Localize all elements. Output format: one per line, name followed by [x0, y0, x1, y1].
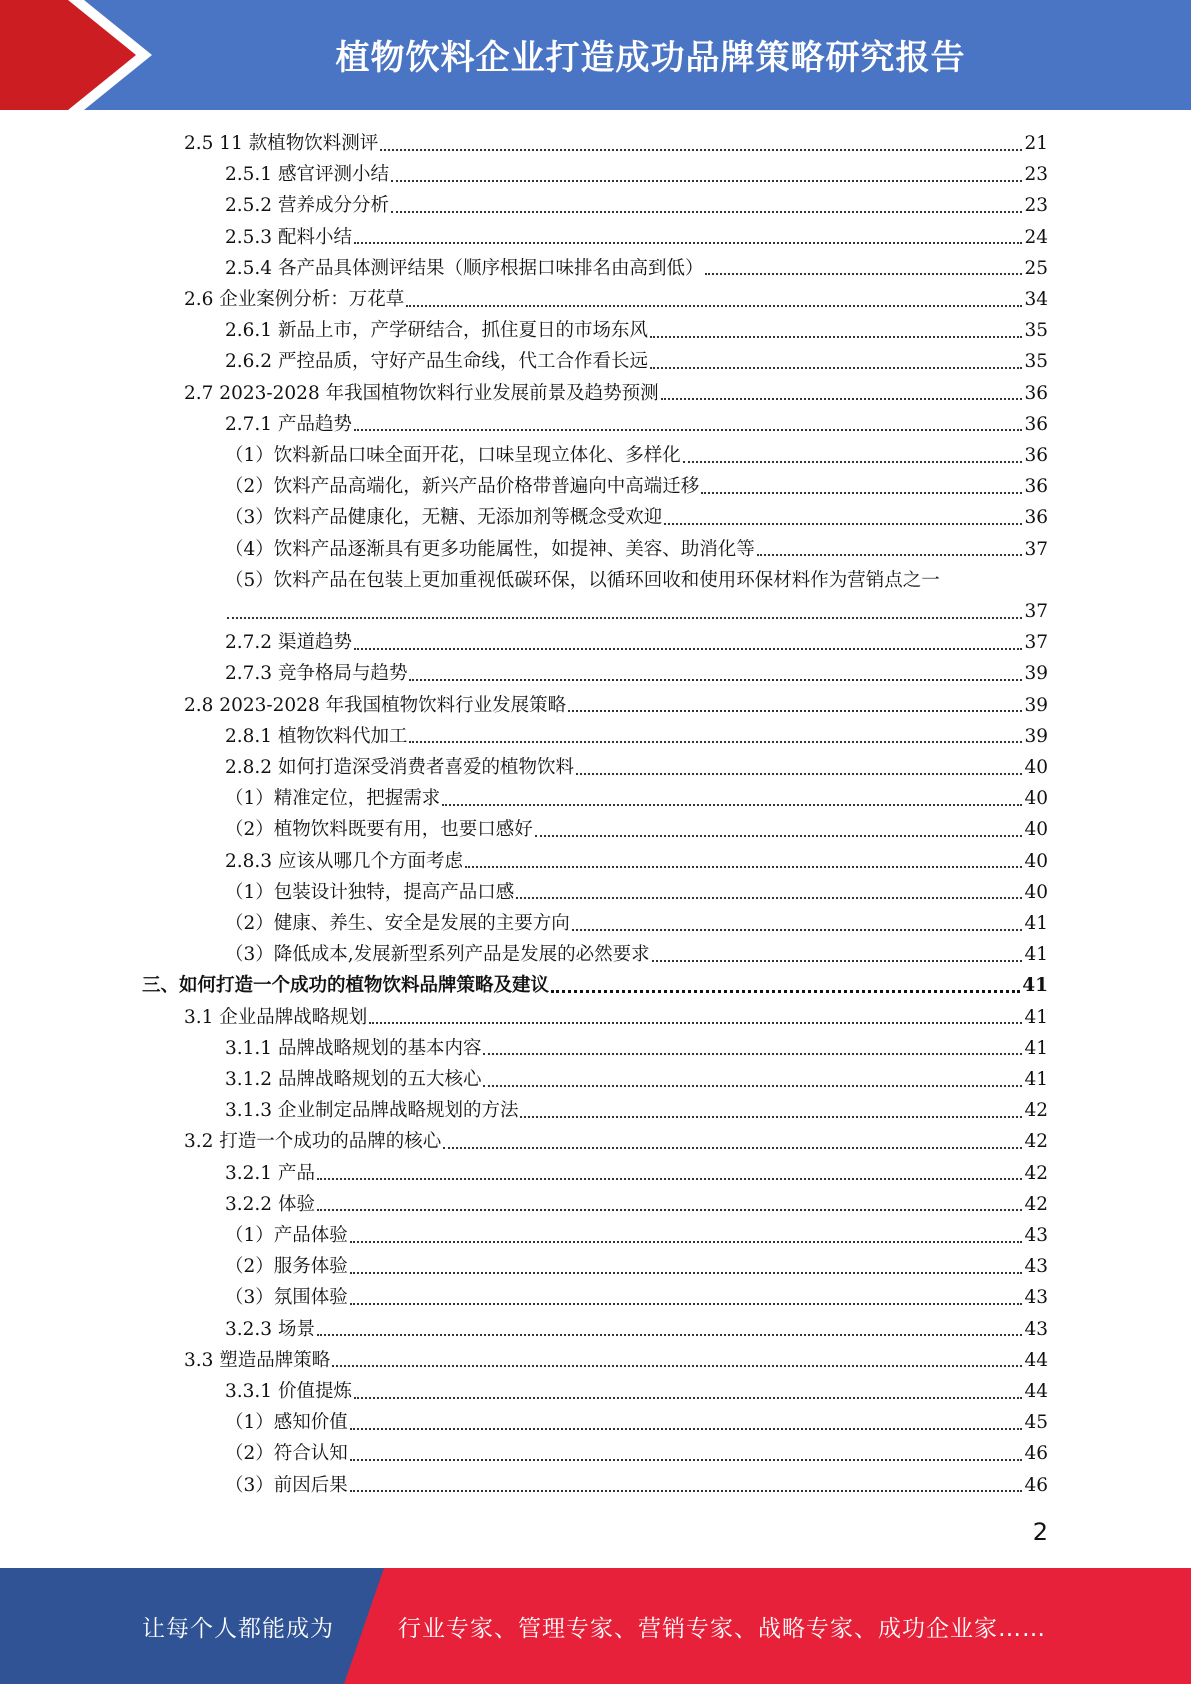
toc-entry-page: 36 — [1024, 382, 1048, 404]
toc-entry[interactable] — [225, 315, 1048, 346]
toc-dot-leader — [465, 866, 1022, 868]
toc-entry-title: 2.7.2 渠道趋势 — [225, 632, 352, 654]
toc-entry-title: 3.2.3 场景 — [225, 1318, 315, 1340]
toc-entry-title: 3.3 塑造品牌策略 — [184, 1349, 331, 1371]
report-title: 植物饮料企业打造成功品牌策略研究报告 — [335, 37, 966, 78]
footer-slogan-right: 行业专家、管理专家、营销专家、战略专家、成功企业家…… — [398, 1615, 1046, 1642]
toc-dot-leader — [350, 1303, 1023, 1305]
toc-entry[interactable] — [225, 1438, 1048, 1469]
toc-entry-title: （3）降低成本,发展新型系列产品是发展的必然要求 — [225, 944, 650, 966]
toc-dot-leader — [409, 741, 1022, 743]
toc-entry-title: 2.5.2 营养成分分析 — [225, 195, 389, 217]
toc-entry[interactable] — [225, 908, 1048, 939]
toc-dot-leader — [650, 336, 1022, 338]
toc-entry[interactable] — [225, 534, 1048, 565]
toc-entry-title: 3.2 打造一个成功的品牌的核心 — [184, 1131, 442, 1153]
toc-entry-page: 43 — [1024, 1318, 1048, 1340]
toc-dot-leader — [354, 1397, 1023, 1399]
toc-entry-page: 41 — [1022, 975, 1048, 997]
toc-entry-page: 45 — [1024, 1412, 1048, 1434]
toc-dot-leader — [551, 990, 1020, 993]
toc-entry[interactable] — [225, 1376, 1048, 1407]
toc-entry[interactable] — [142, 970, 1048, 1001]
toc-entry[interactable] — [225, 1095, 1048, 1126]
toc-entry-page: 40 — [1024, 881, 1048, 903]
toc-entry-title: 2.6.1 新品上市，产学研结合，抓住夏日的市场东风 — [225, 320, 648, 342]
header-banner — [0, 0, 1191, 110]
toc-entry-page: 43 — [1024, 1287, 1048, 1309]
toc-entry-page: 42 — [1024, 1193, 1048, 1215]
toc-dot-leader — [369, 1022, 1022, 1024]
toc-entry[interactable] — [225, 409, 1048, 440]
toc-entry-title: （3）氛围体验 — [225, 1287, 348, 1309]
toc-dot-leader — [483, 1085, 1022, 1087]
toc-entry-page: 42 — [1024, 1100, 1048, 1122]
toc-entry-title: 3.1.3 企业制定品牌战略规划的方法 — [225, 1100, 519, 1122]
toc-dot-leader — [442, 804, 1022, 806]
toc-entry-title: 3.2.1 产品 — [225, 1162, 315, 1184]
toc-entry[interactable] — [225, 1407, 1048, 1438]
toc-entry[interactable] — [225, 1033, 1048, 1064]
toc-dot-leader — [483, 1053, 1022, 1055]
toc-entry-title: （1）包装设计独特，提高产品口感 — [225, 881, 515, 903]
toc-dot-leader — [391, 180, 1022, 182]
toc-entry-title: （2）符合认知 — [225, 1443, 348, 1465]
toc-entry[interactable] — [184, 128, 1048, 159]
toc-dot-leader — [332, 1365, 1022, 1367]
toc-entry-page: 24 — [1024, 226, 1048, 248]
toc-entry-page: 36 — [1024, 413, 1048, 435]
toc-entry-page: 40 — [1024, 819, 1048, 841]
toc-entry-page: 40 — [1024, 850, 1048, 872]
toc-entry[interactable] — [184, 284, 1048, 315]
toc-entry-title: 3.1.2 品牌战略规划的五大核心 — [225, 1069, 482, 1090]
toc-entry-title: 2.7.1 产品趋势 — [225, 413, 352, 435]
toc-entry-page: 35 — [1024, 320, 1048, 342]
footer-banner — [0, 1568, 1191, 1684]
toc-entry-title: 2.5.4 各产品具体测评结果（顺序根据口味排名由高到低） — [225, 257, 704, 279]
toc-entry-title: 2.7 2023-2028 年我国植物饮料行业发展前景及趋势预测 — [184, 382, 659, 404]
toc-entry-page: 43 — [1024, 1256, 1048, 1278]
toc-entry-title: （3）前因后果 — [225, 1474, 348, 1496]
toc-dot-leader — [568, 710, 1022, 712]
toc-entry[interactable] — [184, 1345, 1048, 1376]
toc-entry-title: （1）精准定位，把握需求 — [225, 788, 441, 810]
toc-entry[interactable] — [225, 1314, 1048, 1345]
toc-dot-leader — [227, 617, 1022, 619]
toc-entry[interactable] — [225, 159, 1048, 190]
toc-entry[interactable] — [225, 877, 1048, 908]
toc-entry-title: 3.1 企业品牌战略规划 — [184, 1006, 368, 1028]
toc-entry-page: 41 — [1024, 913, 1048, 934]
toc-entry[interactable] — [225, 346, 1048, 377]
toc-entry-title: 2.6 企业案例分析：万花草 — [184, 289, 405, 310]
toc-entry[interactable] — [225, 253, 1048, 284]
toc-entry-title: 2.8.1 植物饮料代加工 — [225, 725, 408, 747]
toc-dot-leader — [406, 305, 1022, 307]
toc-entry-page: 44 — [1024, 1349, 1048, 1371]
toc-entry[interactable] — [225, 1064, 1048, 1095]
toc-entry-page: 39 — [1024, 694, 1048, 716]
toc-dot-leader — [650, 367, 1022, 369]
toc-entry-page: 36 — [1024, 507, 1048, 529]
toc-entry[interactable] — [225, 471, 1048, 502]
toc-entry[interactable] — [225, 721, 1048, 752]
toc-entry-page: 42 — [1024, 1131, 1048, 1153]
toc-entry-page: 41 — [1024, 944, 1048, 966]
toc-dot-leader — [701, 492, 1022, 494]
toc-entry-title: 3.2.2 体验 — [225, 1193, 315, 1215]
toc-entry[interactable] — [225, 190, 1048, 221]
toc-entry[interactable] — [225, 783, 1048, 814]
toc-entry[interactable] — [225, 846, 1048, 877]
toc-dot-leader — [520, 1116, 1022, 1118]
toc-entry[interactable] — [225, 627, 1048, 658]
toc-dot-leader — [443, 1147, 1022, 1149]
toc-entry-title: （2）健康、养生、安全是发展的主要方向 — [225, 913, 570, 934]
toc-entry[interactable] — [225, 814, 1048, 845]
toc-entry-page: 37 — [1024, 538, 1048, 560]
toc-dot-leader — [576, 773, 1022, 775]
toc-entry-page: 21 — [1024, 133, 1048, 154]
toc-entry-page: 41 — [1024, 1037, 1048, 1059]
toc-entry-title: （2）饮料产品高端化，新兴产品价格带普遍向中高端迁移 — [225, 476, 700, 498]
toc-entry-title: 2.8.3 应该从哪几个方面考虑 — [225, 850, 463, 872]
toc-dot-leader — [350, 1241, 1023, 1243]
toc-entry[interactable] — [225, 1158, 1048, 1189]
toc-entry-title: （1）饮料新品口味全面开花，口味呈现立体化、多样化 — [225, 445, 681, 466]
toc-entry-title: 3.3.1 价值提炼 — [225, 1381, 352, 1402]
toc-dot-leader — [350, 1490, 1023, 1492]
toc-entry-page: 39 — [1024, 663, 1048, 685]
toc-entry-title: 2.8 2023-2028 年我国植物饮料行业发展策略 — [184, 694, 567, 716]
toc-entry-title: 2.5.3 配料小结 — [225, 226, 352, 248]
toc-entry-title: 2.5 11 款植物饮料测评 — [184, 133, 379, 154]
toc-dot-leader — [317, 1178, 1023, 1180]
toc-entry-title: （2）植物饮料既要有用，也要口感好 — [225, 819, 533, 841]
toc-dot-leader — [664, 523, 1022, 525]
toc-entry-page: 39 — [1024, 725, 1048, 747]
toc-dot-leader — [350, 1459, 1023, 1461]
toc-entry[interactable] — [225, 502, 1048, 533]
toc-dot-leader — [661, 398, 1023, 400]
toc-entry-page: 37 — [1024, 601, 1048, 622]
toc-entry-page: 34 — [1024, 289, 1048, 310]
toc-entry-page: 36 — [1024, 445, 1048, 466]
toc-entry-title: （4）饮料产品逐渐具有更多功能属性，如提神、美容、助消化等 — [225, 538, 755, 560]
toc-entry[interactable] — [225, 440, 1048, 471]
toc-entry-page: 42 — [1024, 1162, 1048, 1184]
toc-entry[interactable] — [225, 939, 1048, 970]
toc-entry[interactable] — [225, 1189, 1048, 1220]
toc-dot-leader — [535, 835, 1023, 837]
page-number: 2 — [1032, 1518, 1048, 1546]
toc-entry-page: 35 — [1024, 351, 1048, 373]
toc-dot-leader — [391, 211, 1022, 213]
toc-entry[interactable] — [184, 1002, 1048, 1033]
toc-entry-page: 44 — [1024, 1381, 1048, 1402]
toc-entry-title: （1）感知价值 — [225, 1412, 348, 1434]
toc-entry-page: 43 — [1024, 1225, 1048, 1246]
toc-entry[interactable] — [225, 1470, 1048, 1501]
toc-entry-page: 40 — [1024, 788, 1048, 810]
toc-entry[interactable] — [225, 1220, 1048, 1251]
toc-entry-title: （2）服务体验 — [225, 1256, 348, 1278]
toc-dot-leader — [350, 1272, 1023, 1274]
toc-entry[interactable] — [225, 752, 1048, 783]
toc-entry[interactable] — [225, 1251, 1048, 1282]
toc-dot-leader — [409, 679, 1022, 681]
footer-slogan-left: 让每个人都能成为 — [142, 1615, 334, 1642]
toc-entry-page: 40 — [1024, 757, 1048, 778]
toc-entry-title: 三、如何打造一个成功的植物饮料品牌策略及建议 — [142, 975, 550, 997]
toc-entry-page: 36 — [1024, 476, 1048, 498]
toc-entry[interactable] — [225, 596, 1048, 627]
toc-dot-leader — [683, 461, 1023, 463]
toc-dot-leader — [354, 242, 1023, 244]
toc-entry-title: 2.8.2 如何打造深受消费者喜爱的植物饮料 — [225, 757, 574, 778]
toc-entry-title: 2.7.3 竞争格局与趋势 — [225, 663, 408, 685]
toc-entry-page: 46 — [1024, 1474, 1048, 1496]
toc-entry[interactable] — [225, 565, 1048, 596]
toc-entry-page: 41 — [1024, 1069, 1048, 1090]
toc-entry-page: 25 — [1024, 257, 1048, 279]
toc-entry-page: 37 — [1024, 632, 1048, 654]
toc-dot-leader — [354, 429, 1023, 431]
toc-entry[interactable] — [184, 690, 1048, 721]
toc-entry[interactable] — [184, 1126, 1048, 1157]
toc-dot-leader — [350, 1428, 1023, 1430]
toc-entry[interactable] — [184, 378, 1048, 409]
toc-entry-title: （3）饮料产品健康化，无糖、无添加剂等概念受欢迎 — [225, 507, 663, 529]
toc-entry-page: 41 — [1024, 1006, 1048, 1028]
toc-entry-page: 46 — [1024, 1443, 1048, 1465]
toc-dot-leader — [572, 929, 1023, 931]
toc-entry-title: 3.1.1 品牌战略规划的基本内容 — [225, 1037, 482, 1059]
toc-entry-page: 23 — [1024, 195, 1048, 217]
toc-entry-title: 2.5.1 感官评测小结 — [225, 164, 389, 186]
toc-dot-leader — [380, 149, 1022, 151]
toc-dot-leader — [317, 1334, 1023, 1336]
toc-dot-leader — [652, 960, 1023, 962]
toc-dot-leader — [705, 273, 1022, 275]
toc-dot-leader — [354, 648, 1023, 650]
toc-entry-title: （5）饮料产品在包装上更加重视低碳环保，以循环回收和使用环保材料作为营销点之一 — [225, 569, 940, 591]
toc-entry[interactable] — [225, 1282, 1048, 1313]
toc-dot-leader — [516, 897, 1022, 899]
toc-dot-leader — [757, 554, 1023, 556]
toc-entry-page: 23 — [1024, 164, 1048, 186]
toc-entry-title: 2.6.2 严控品质，守好产品生命线，代工合作看长远 — [225, 351, 648, 373]
toc-entry-title: （1）产品体验 — [225, 1225, 348, 1246]
toc-dot-leader — [317, 1209, 1023, 1211]
toc-entry[interactable] — [225, 222, 1048, 253]
toc-entry[interactable] — [225, 658, 1048, 689]
